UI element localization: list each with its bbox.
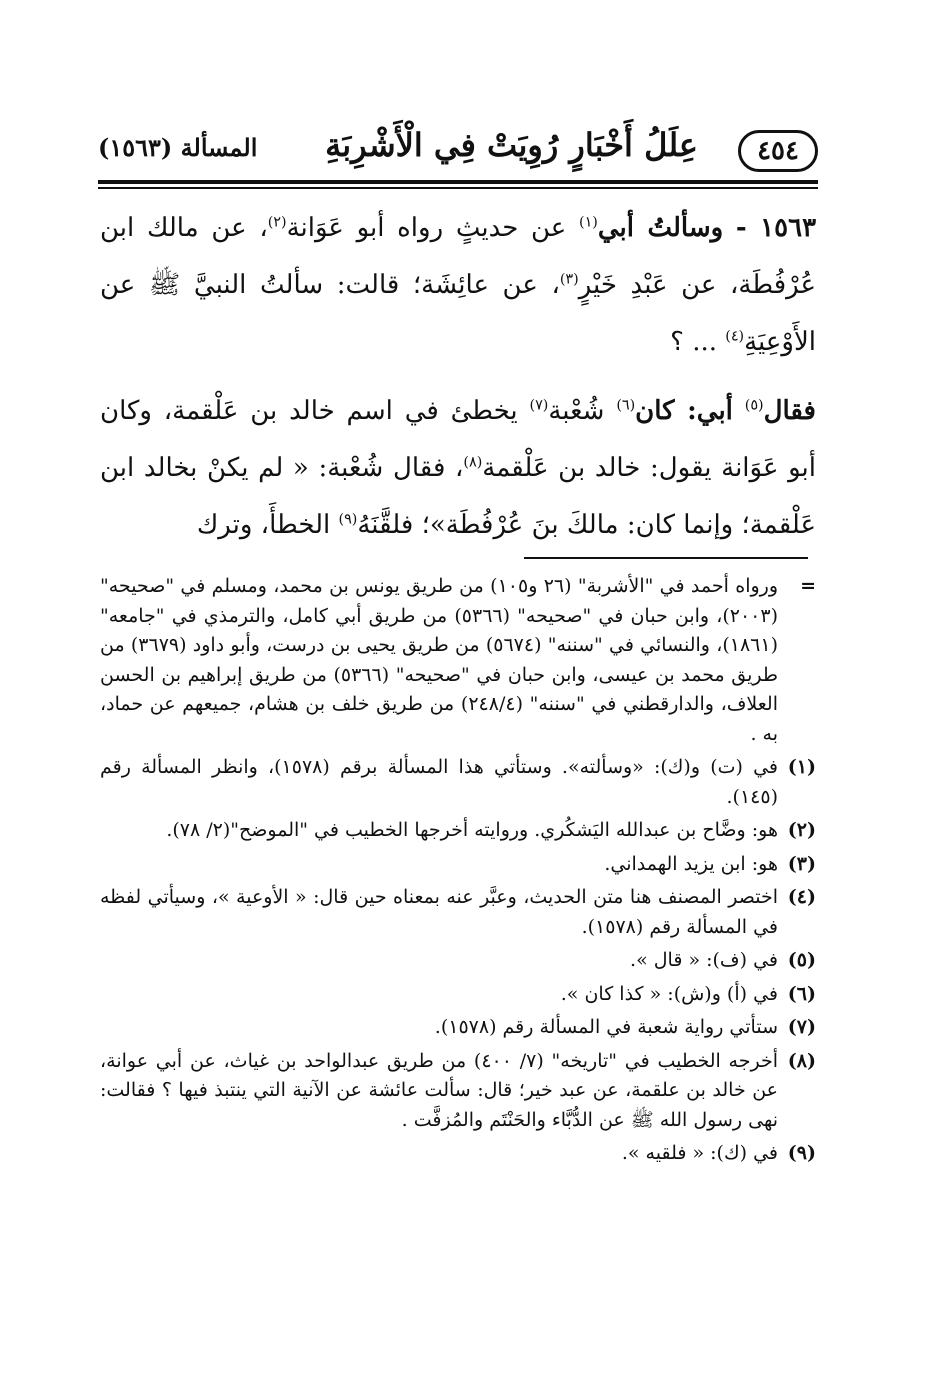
footnote <box>100 816 816 846</box>
footnote-ref: (٨) <box>463 454 483 471</box>
footnote-text: في (ف): « قال ». <box>630 949 778 971</box>
issue-number: ١٥٦٣ - <box>735 213 817 243</box>
book-title: عِلَلُ أَخْبَارٍ رُوِيَتْ فِي الْأَشْرِبَةِ <box>325 126 698 164</box>
footnote-ref: (٢) <box>267 214 287 231</box>
footnote-divider <box>524 557 808 559</box>
text-run: ، عن مالك ابن عُرْفُطَة، عن عَبْدِ خَيْرٍ <box>100 213 816 300</box>
footnote <box>100 572 816 749</box>
text-run: شُعْبة <box>548 396 605 426</box>
footnote-text: هو: وضَّاح بن عبدالله اليَشكُري. وروايته أخرجها الخطيب في "الموضح"(٢/ ٧٨). <box>166 819 778 841</box>
footnote-number: (٩) <box>787 1142 816 1164</box>
footnote-text: في (أ) و(ش): « كذا كان ». <box>560 982 778 1005</box>
question-paragraph <box>100 200 816 371</box>
footnote-text: في (ك): « فلقيه ». <box>621 1142 778 1164</box>
footnote <box>100 883 816 942</box>
text-run: ... ؟ <box>670 327 717 357</box>
text-run: ، عن عائِشَة؛ قالت: سألتُ النبيَّ ﷺ عن الأَوْعِيَةِ <box>100 270 816 357</box>
footnote-ref: (٤) <box>725 328 745 345</box>
footnote-number: (٦) <box>787 982 816 1005</box>
footnote-number: (٤) <box>787 886 816 908</box>
header-rule-thick <box>98 180 818 184</box>
text-run: الخطأَ، وترك <box>196 510 331 540</box>
footnotes <box>100 572 816 1173</box>
footnote-number: (٥) <box>787 949 816 971</box>
answer-lead: فقال <box>763 396 816 426</box>
footnote-number: (٣) <box>787 852 816 875</box>
answer-paragraph <box>100 383 816 554</box>
footnote <box>100 753 816 812</box>
footnote-text: في (ت) و(ك): «وسألته». وستأتي هذا المسألة برقم (١٥٧٨)، وانظر المسألة رقم (١٤٥). <box>100 756 778 808</box>
footnote-ref: (٩) <box>338 511 358 528</box>
footnote-number: (٨) <box>787 1049 816 1072</box>
footnote-number: (٢) <box>787 819 816 841</box>
footnote <box>100 1013 816 1043</box>
footnote <box>100 1047 816 1136</box>
text-run: ، فقال شُعْبة: « لم يكنْ بخالد ابن عَلْقمة؛ وإنما كان: مالكَ بنَ عُرْفُطَة»؛ فلقَّنَهُ <box>100 453 816 540</box>
footnote-number: (١) <box>787 756 816 778</box>
footnote-text: أخرجه الخطيب في "تاريخه" (٧/ ٤٠٠) من طريق عبدالواحد بن غياث، عن أبي عوانة، عن خالد بن علقمة، عن عبد خير؛ قال: سألت عائشة عن الآنية التي ينتبذ فيها ؟ فقالت: نهى رسول الله ﷺ عن الدُّبَّاء والحَنْتَم والمُزفَّت . <box>100 1049 778 1131</box>
footnote-number: (٧) <box>787 1016 816 1038</box>
footnote <box>100 946 816 976</box>
footnote-ref: (٣) <box>559 271 579 288</box>
text-run: يخطئ في اسم خالد بن عَلْقمة، وكان أبو عَوَانة يقول: خالد بن عَلْقمة <box>100 396 817 483</box>
footnote-number: = <box>800 575 816 597</box>
footnote-ref: (١) <box>579 214 598 231</box>
text-run: عن حديثٍ رواه أبو عَوَانة <box>286 213 567 243</box>
text-run: أبي: كان <box>635 396 733 426</box>
footnote <box>100 850 816 880</box>
footnote <box>100 1139 816 1169</box>
footnote-ref: (٧) <box>529 397 549 414</box>
issue-label: المسألة (١٥٦٣) <box>98 133 258 162</box>
footnote-text: هو: ابن يزيد الهمداني. <box>604 852 778 875</box>
header-rule-thin <box>98 187 818 189</box>
running-header <box>98 124 818 176</box>
question-lead: وسألتُ أبي <box>597 213 724 243</box>
footnote-text: ستأتي رواية شعبة في المسألة رقم (١٥٧٨). <box>434 1016 778 1038</box>
footnote-text: ورواه أحمد في "الأشربة" (٢٦ و١٠٥) من طريق يونس بن محمد، ومسلم في "صحيحه" (٢٠٠٣)، وابن حبان في "صحيحه" (٥٣٦٦) من طريق أبي كامل، والترمذي في "جامعه" (١٨٦١)، والنسائي في "سننه" (٥٦٧٤) من طريق يحيى بن درست، وأبو داود (٣٦٧٩) من طريق محمد بن عيسى، وابن حبان في "صحيحه" (٥٣٦٦) من طريق إبراهيم بن الحسن العلاف، والدارقطني في "سننه" (٢٤٨/٤) من طريق خلف بن هشام، جميعهم عن حماد، به . <box>100 575 779 745</box>
footnote-ref: (٥) <box>744 397 764 414</box>
footnote-text: اختصر المصنف هنا متن الحديث، وعبَّر عنه بمعناه حين قال: « الأوعية »، وسيأتي لفظه في المسألة رقم (١٥٧٨). <box>100 886 778 938</box>
main-text <box>100 200 816 554</box>
footnote <box>100 980 816 1010</box>
page-number: ٤٥٤ <box>738 130 818 172</box>
footnote-ref: (٦) <box>616 397 636 414</box>
